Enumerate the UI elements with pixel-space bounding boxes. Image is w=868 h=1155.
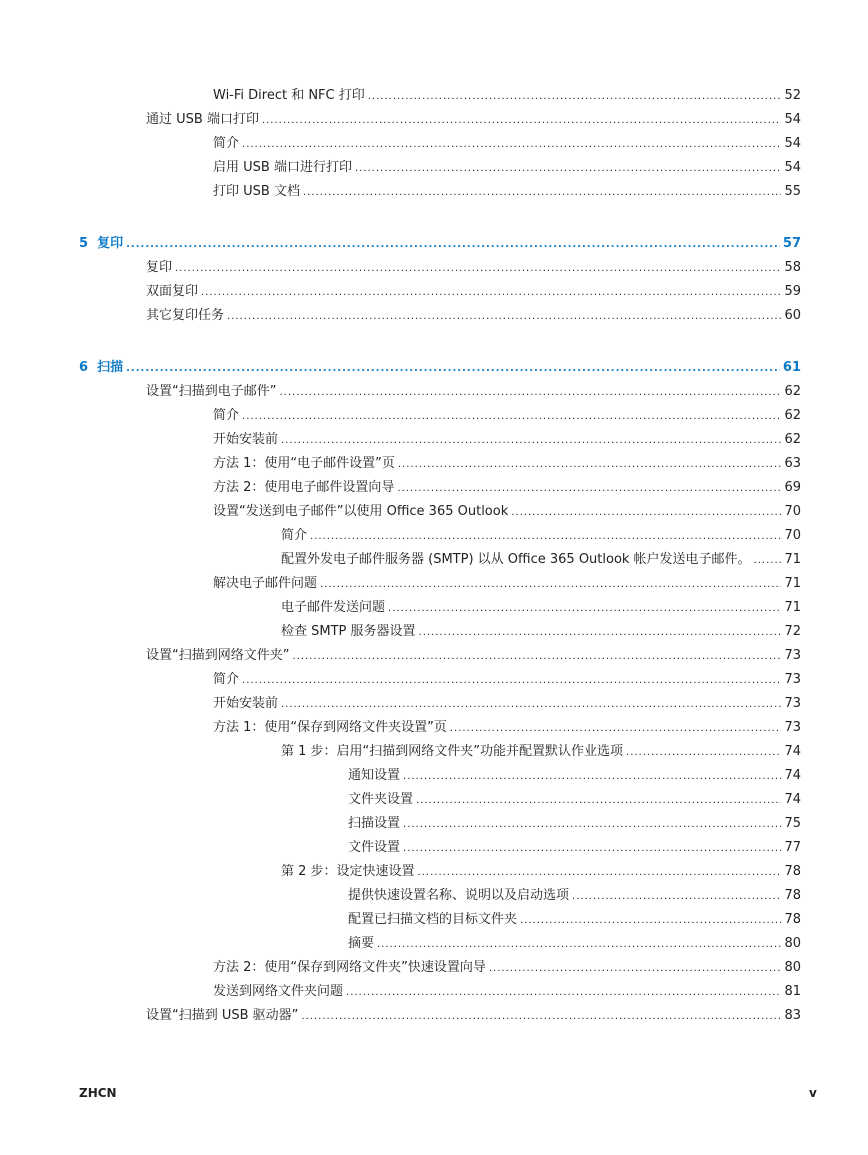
toc-entry-title: 简介 — [281, 528, 308, 543]
toc-entry[interactable] — [348, 766, 801, 786]
toc-entry-title: 通过 USB 端口打印 — [146, 112, 259, 127]
toc-page-number: 70 — [784, 504, 801, 519]
toc-page-number: 58 — [784, 260, 801, 275]
toc-page-number: 71 — [784, 552, 801, 567]
toc-page-number: 57 — [782, 236, 801, 251]
toc-entry[interactable] — [146, 258, 801, 278]
dot-leader — [572, 887, 781, 907]
toc-page-number: 78 — [784, 912, 801, 927]
toc-entry[interactable] — [348, 910, 801, 930]
dot-leader — [418, 863, 782, 883]
toc-entry[interactable] — [348, 814, 801, 834]
toc-page-number: 69 — [784, 480, 801, 495]
dot-leader — [262, 111, 782, 131]
toc-entry[interactable] — [348, 790, 801, 810]
toc-page-number: 81 — [784, 984, 801, 999]
toc-page-number: 78 — [784, 864, 801, 879]
toc-page-number: 72 — [784, 624, 801, 639]
toc-page-number: 80 — [784, 936, 801, 951]
toc-entry-title: 设置“发送到电子邮件”以使用 Office 365 Outlook — [213, 504, 509, 519]
toc-entry[interactable] — [213, 406, 801, 426]
toc-entry[interactable] — [213, 430, 801, 450]
toc-entry-title: 扫描设置 — [348, 816, 401, 831]
toc-page-number: 54 — [784, 112, 801, 127]
toc-entry-title: 设置“扫描到电子邮件” — [146, 384, 277, 399]
toc-entry[interactable] — [146, 1006, 801, 1026]
chapter-title: 复印 — [97, 236, 124, 251]
toc-page-number: 62 — [784, 432, 801, 447]
dot-leader — [279, 383, 781, 403]
toc-entry[interactable] — [146, 282, 801, 302]
toc-page-number: 74 — [784, 792, 801, 807]
toc-entry[interactable] — [146, 110, 801, 130]
toc-entry-title: 文件设置 — [348, 840, 401, 855]
toc-entry-title: 提供快速设置名称、说明以及启动选项 — [348, 888, 570, 903]
toc-entry[interactable] — [213, 718, 801, 738]
dot-leader — [346, 983, 781, 1003]
toc-page-number: 73 — [784, 696, 801, 711]
toc-page-number: 73 — [784, 648, 801, 663]
toc-entry[interactable] — [348, 934, 801, 954]
toc-page-number: 74 — [784, 744, 801, 759]
toc-entry-title: 电子邮件发送问题 — [281, 600, 386, 615]
toc-page-number: 55 — [784, 184, 801, 199]
toc-entry[interactable] — [213, 86, 801, 106]
toc-entry-title: 简介 — [213, 136, 240, 151]
toc-entry-title: 通知设置 — [348, 768, 401, 783]
footer-language-code: ZHCN — [79, 1086, 117, 1100]
toc-page-number: 59 — [784, 284, 801, 299]
dot-leader — [281, 695, 781, 715]
dot-leader — [242, 671, 781, 691]
toc-entry-title: 设置“扫描到网络文件夹” — [146, 648, 290, 663]
toc-entry-title: 简介 — [213, 672, 240, 687]
toc-entry[interactable] — [213, 134, 801, 154]
toc-entry[interactable] — [281, 862, 801, 882]
dot-leader — [292, 647, 781, 667]
dot-leader — [754, 551, 782, 571]
toc-entry-title: 方法 1：使用“电子邮件设置”页 — [213, 456, 395, 471]
toc-entry[interactable] — [281, 550, 801, 570]
chapter-number: 6 — [79, 360, 89, 375]
dot-leader — [303, 183, 782, 203]
toc-entry[interactable] — [348, 886, 801, 906]
toc-entry-title: 启用 USB 端口进行打印 — [213, 160, 352, 175]
toc-entry-title: Wi-Fi Direct 和 NFC 打印 — [213, 88, 365, 103]
dot-leader — [403, 815, 781, 835]
dot-leader — [388, 599, 781, 619]
dot-leader — [403, 839, 781, 859]
toc-page-number: 73 — [784, 672, 801, 687]
toc-entry-title: 其它复印任务 — [146, 308, 225, 323]
toc-entry[interactable] — [281, 622, 801, 642]
dot-leader — [450, 719, 782, 739]
dot-leader — [377, 935, 781, 955]
toc-entry[interactable] — [213, 502, 801, 522]
dot-leader — [242, 407, 781, 427]
toc-page-number: 52 — [784, 88, 801, 103]
toc-page-number: 77 — [784, 840, 801, 855]
chapter-title: 扫描 — [97, 360, 124, 375]
toc-page-number: 70 — [784, 528, 801, 543]
dot-leader — [416, 791, 781, 811]
toc-entry[interactable] — [281, 598, 801, 618]
toc-page-number: 71 — [784, 600, 801, 615]
dot-leader — [397, 479, 781, 499]
toc-entry[interactable] — [348, 838, 801, 858]
dot-leader — [227, 307, 781, 327]
chapter-number: 5 — [79, 236, 89, 251]
toc-page-number: 62 — [784, 408, 801, 423]
dot-leader — [419, 623, 782, 643]
dot-leader — [310, 527, 781, 547]
toc-entry[interactable] — [213, 958, 801, 978]
toc-page-number: 74 — [784, 768, 801, 783]
toc-entry-title: 文件夹设置 — [348, 792, 414, 807]
dot-leader — [520, 911, 781, 931]
toc-entry-title — [79, 234, 123, 254]
toc-entry-title: 方法 2：使用电子邮件设置向导 — [213, 480, 395, 495]
toc-page-number: 61 — [782, 360, 801, 375]
toc-chapter-entry[interactable] — [79, 358, 801, 378]
toc-page-number: 54 — [784, 160, 801, 175]
toc-entry[interactable] — [213, 454, 801, 474]
dot-leader — [242, 135, 781, 155]
toc-entry-title: 双面复印 — [146, 284, 199, 299]
toc-page-number: 54 — [784, 136, 801, 151]
toc-entry[interactable] — [146, 646, 801, 666]
toc-entry[interactable] — [213, 670, 801, 690]
dot-leader — [301, 1007, 781, 1027]
toc-entry-title: 复印 — [146, 260, 173, 275]
toc-entry-title: 设置“扫描到 USB 驱动器” — [146, 1008, 299, 1023]
toc-page-number: 80 — [784, 960, 801, 975]
toc-entry-title — [79, 358, 123, 378]
toc-page-number: 63 — [784, 456, 801, 471]
dot-leader — [201, 283, 781, 303]
toc-page-number: 75 — [784, 816, 801, 831]
dot-leader — [175, 259, 781, 279]
dot-leader — [626, 743, 781, 763]
dot-leader — [403, 767, 781, 787]
toc-chapter-entry[interactable] — [79, 234, 801, 254]
dot-leader — [398, 455, 782, 475]
toc-entry[interactable] — [213, 478, 801, 498]
toc-page-number: 60 — [784, 308, 801, 323]
toc-entry[interactable] — [281, 526, 801, 546]
toc-entry[interactable] — [281, 742, 801, 762]
toc-entry[interactable] — [213, 182, 801, 202]
toc-page-number: 71 — [784, 576, 801, 591]
toc-page-number: 78 — [784, 888, 801, 903]
toc-page-number: 83 — [784, 1008, 801, 1023]
toc-page-number: 62 — [784, 384, 801, 399]
dot-leader — [126, 359, 780, 379]
toc-entry-title: 方法 1：使用“保存到网络文件夹设置”页 — [213, 720, 447, 735]
dot-leader — [281, 431, 781, 451]
toc-entry-title: 检查 SMTP 服务器设置 — [281, 624, 416, 639]
dot-leader — [320, 575, 781, 595]
toc-entry-title: 开始安装前 — [213, 696, 279, 711]
toc-entry[interactable] — [213, 158, 801, 178]
toc-entry-title: 简介 — [213, 408, 240, 423]
dot-leader — [511, 503, 781, 523]
toc-entry[interactable] — [146, 306, 801, 326]
toc-entry-title: 摘要 — [348, 936, 375, 951]
toc-entry-title: 开始安装前 — [213, 432, 279, 447]
toc-page-number: 73 — [784, 720, 801, 735]
toc-entry-title: 第 2 步：设定快速设置 — [281, 864, 415, 879]
footer-page-number: v — [809, 1086, 817, 1100]
toc-entry-title: 打印 USB 文档 — [213, 184, 300, 199]
toc-entry[interactable] — [146, 382, 801, 402]
toc-entry-title: 第 1 步：启用“扫描到网络文件夹”功能并配置默认作业选项 — [281, 744, 624, 759]
dot-leader — [126, 235, 780, 255]
toc-entry[interactable] — [213, 574, 801, 594]
dot-leader — [355, 159, 782, 179]
dot-leader — [489, 959, 782, 979]
toc-entry-title: 配置外发电子邮件服务器 (SMTP) 以从 Office 365 Outlook 帐户发送电子邮件。 — [281, 552, 751, 567]
toc-entry[interactable] — [213, 982, 801, 1002]
toc-entry-title: 配置已扫描文档的目标文件夹 — [348, 912, 518, 927]
toc-entry[interactable] — [213, 694, 801, 714]
toc-entry-title: 解决电子邮件问题 — [213, 576, 318, 591]
toc-entry-title: 方法 2：使用“保存到网络文件夹”快速设置向导 — [213, 960, 486, 975]
dot-leader — [368, 87, 782, 107]
toc-entry-title: 发送到网络文件夹问题 — [213, 984, 344, 999]
